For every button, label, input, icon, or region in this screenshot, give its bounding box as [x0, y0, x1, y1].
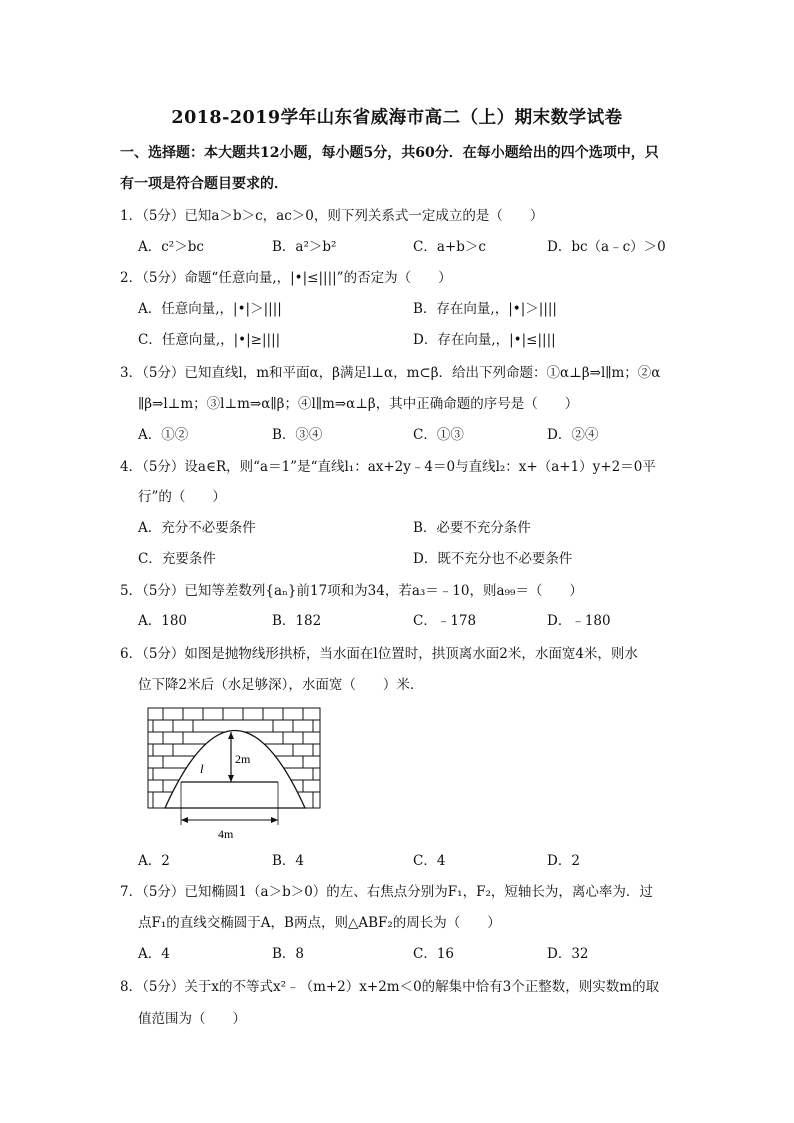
q3-option-d: D．②④ [547, 427, 599, 443]
q3-option-b: B．③④ [272, 427, 323, 443]
q4-option-c: C．充要条件 [138, 551, 216, 567]
q4-stem-line1: 4．（5分）设a∈R，则“a＝1”是“直线l₁：ax+2y﹣4＝0与直线l₂：x+（a+1）y+2＝0平 [120, 459, 656, 475]
q7-stem-line2: 点F₁的直线交椭圆于A，B两点，则△ABF₂的周长为（ ） [138, 915, 501, 931]
q3-stem-line1: 3．（5分）已知直线l，m和平面α，β满足l⊥α，m⊂β．给出下列命题：①α⊥β⇒l∥m；②α [120, 365, 661, 381]
q1-option-a: A．c²＞bc [138, 239, 204, 255]
q3-stem-line2: ∥β⇒l⊥m；③l⊥m⇒α∥β；④l∥m⇒α⊥β，其中正确命题的序号是（ ） [138, 396, 579, 412]
q5-option-c: C．﹣178 [413, 613, 477, 629]
q7-option-d: D．32 [547, 946, 589, 962]
q4-option-b: B．必要不充分条件 [413, 520, 531, 536]
q1-option-d: D．bc（a﹣c）＞0 [547, 239, 666, 255]
q6-option-a: A．2 [138, 853, 170, 869]
q6-option-b: B．4 [272, 853, 305, 869]
label-l: l [200, 761, 204, 776]
q3-option-c: C．①③ [413, 427, 464, 443]
q7-option-b: B．8 [272, 946, 305, 962]
parabolic-arch [165, 731, 305, 809]
q1-stem: 1．（5分）已知a＞b＞c，ac＞0，则下列关系式一定成立的是（ ） [120, 208, 544, 224]
label-4m: 4m [218, 827, 234, 840]
q6-stem-line1: 6．（5分）如图是抛物线形拱桥，当水面在l位置时，拱顶离水面2米，水面宽4米，则水 [120, 646, 638, 662]
parabolic-bridge-figure [145, 705, 325, 840]
arrow-head-left [181, 817, 188, 823]
q3-option-a: A．①② [138, 427, 189, 443]
q5-option-b: B．182 [272, 613, 322, 629]
q5-option-a: A．180 [138, 613, 188, 629]
q8-stem-line1: 8．（5分）关于x的不等式x²﹣（m+2）x+2m＜0的解集中恰有3个正整数，则实数m的取 [120, 979, 660, 995]
q6-option-c: C．4 [413, 853, 446, 869]
page-title: 2018-2019学年山东省威海市高二（上）期末数学试卷 [171, 108, 623, 128]
q2-option-c: C．任意向量,，|•|≥|||| [138, 332, 281, 348]
q6-stem-line2: 位下降2米后（水足够深），水面宽（ ）米． [138, 677, 424, 693]
section-heading-line2: 有一项是符合题目要求的． [120, 176, 288, 192]
q2-option-b: B．存在向量,，|•|＞|||| [413, 301, 557, 317]
q5-option-d: D．﹣180 [547, 613, 611, 629]
label-2m: 2m [235, 752, 251, 766]
q8-stem-line2: 值范围为（ ） [138, 1011, 246, 1027]
q2-option-a: A．任意向量,，|•|＞|||| [138, 301, 282, 317]
q4-stem-line2: 行”的（ ） [138, 489, 226, 505]
q5-stem: 5．（5分）已知等差数列{aₙ}前17项和为34，若a₃＝﹣10，则a₉₉＝（ ） [120, 583, 583, 599]
q4-option-a: A．充分不必要条件 [138, 520, 256, 536]
q7-stem-line1: 7．（5分）已知椭圆1（a＞b＞0）的左、右焦点分别为F₁，F₂，短轴长为，离心率为．过 [120, 884, 653, 900]
q4-option-d: D．既不充分也不必要条件 [413, 551, 573, 567]
section-heading-line1: 一、选择题：本大题共12小题，每小题5分，共60分．在每小题给出的四个选项中，只 [120, 145, 659, 161]
q2-stem: 2．（5分）命题“任意向量,，|•|≤||||”的否定为（ ） [120, 270, 452, 286]
q7-option-a: A．4 [138, 946, 170, 962]
q1-option-b: B．a²＞b² [272, 239, 337, 255]
q1-option-c: C．a+b＞c [413, 239, 486, 255]
q2-option-d: D．存在向量,，|•|≤|||| [413, 332, 556, 348]
arrow-head-right [271, 817, 278, 823]
q7-option-c: C．16 [413, 946, 455, 962]
q6-option-d: D．2 [547, 853, 580, 869]
